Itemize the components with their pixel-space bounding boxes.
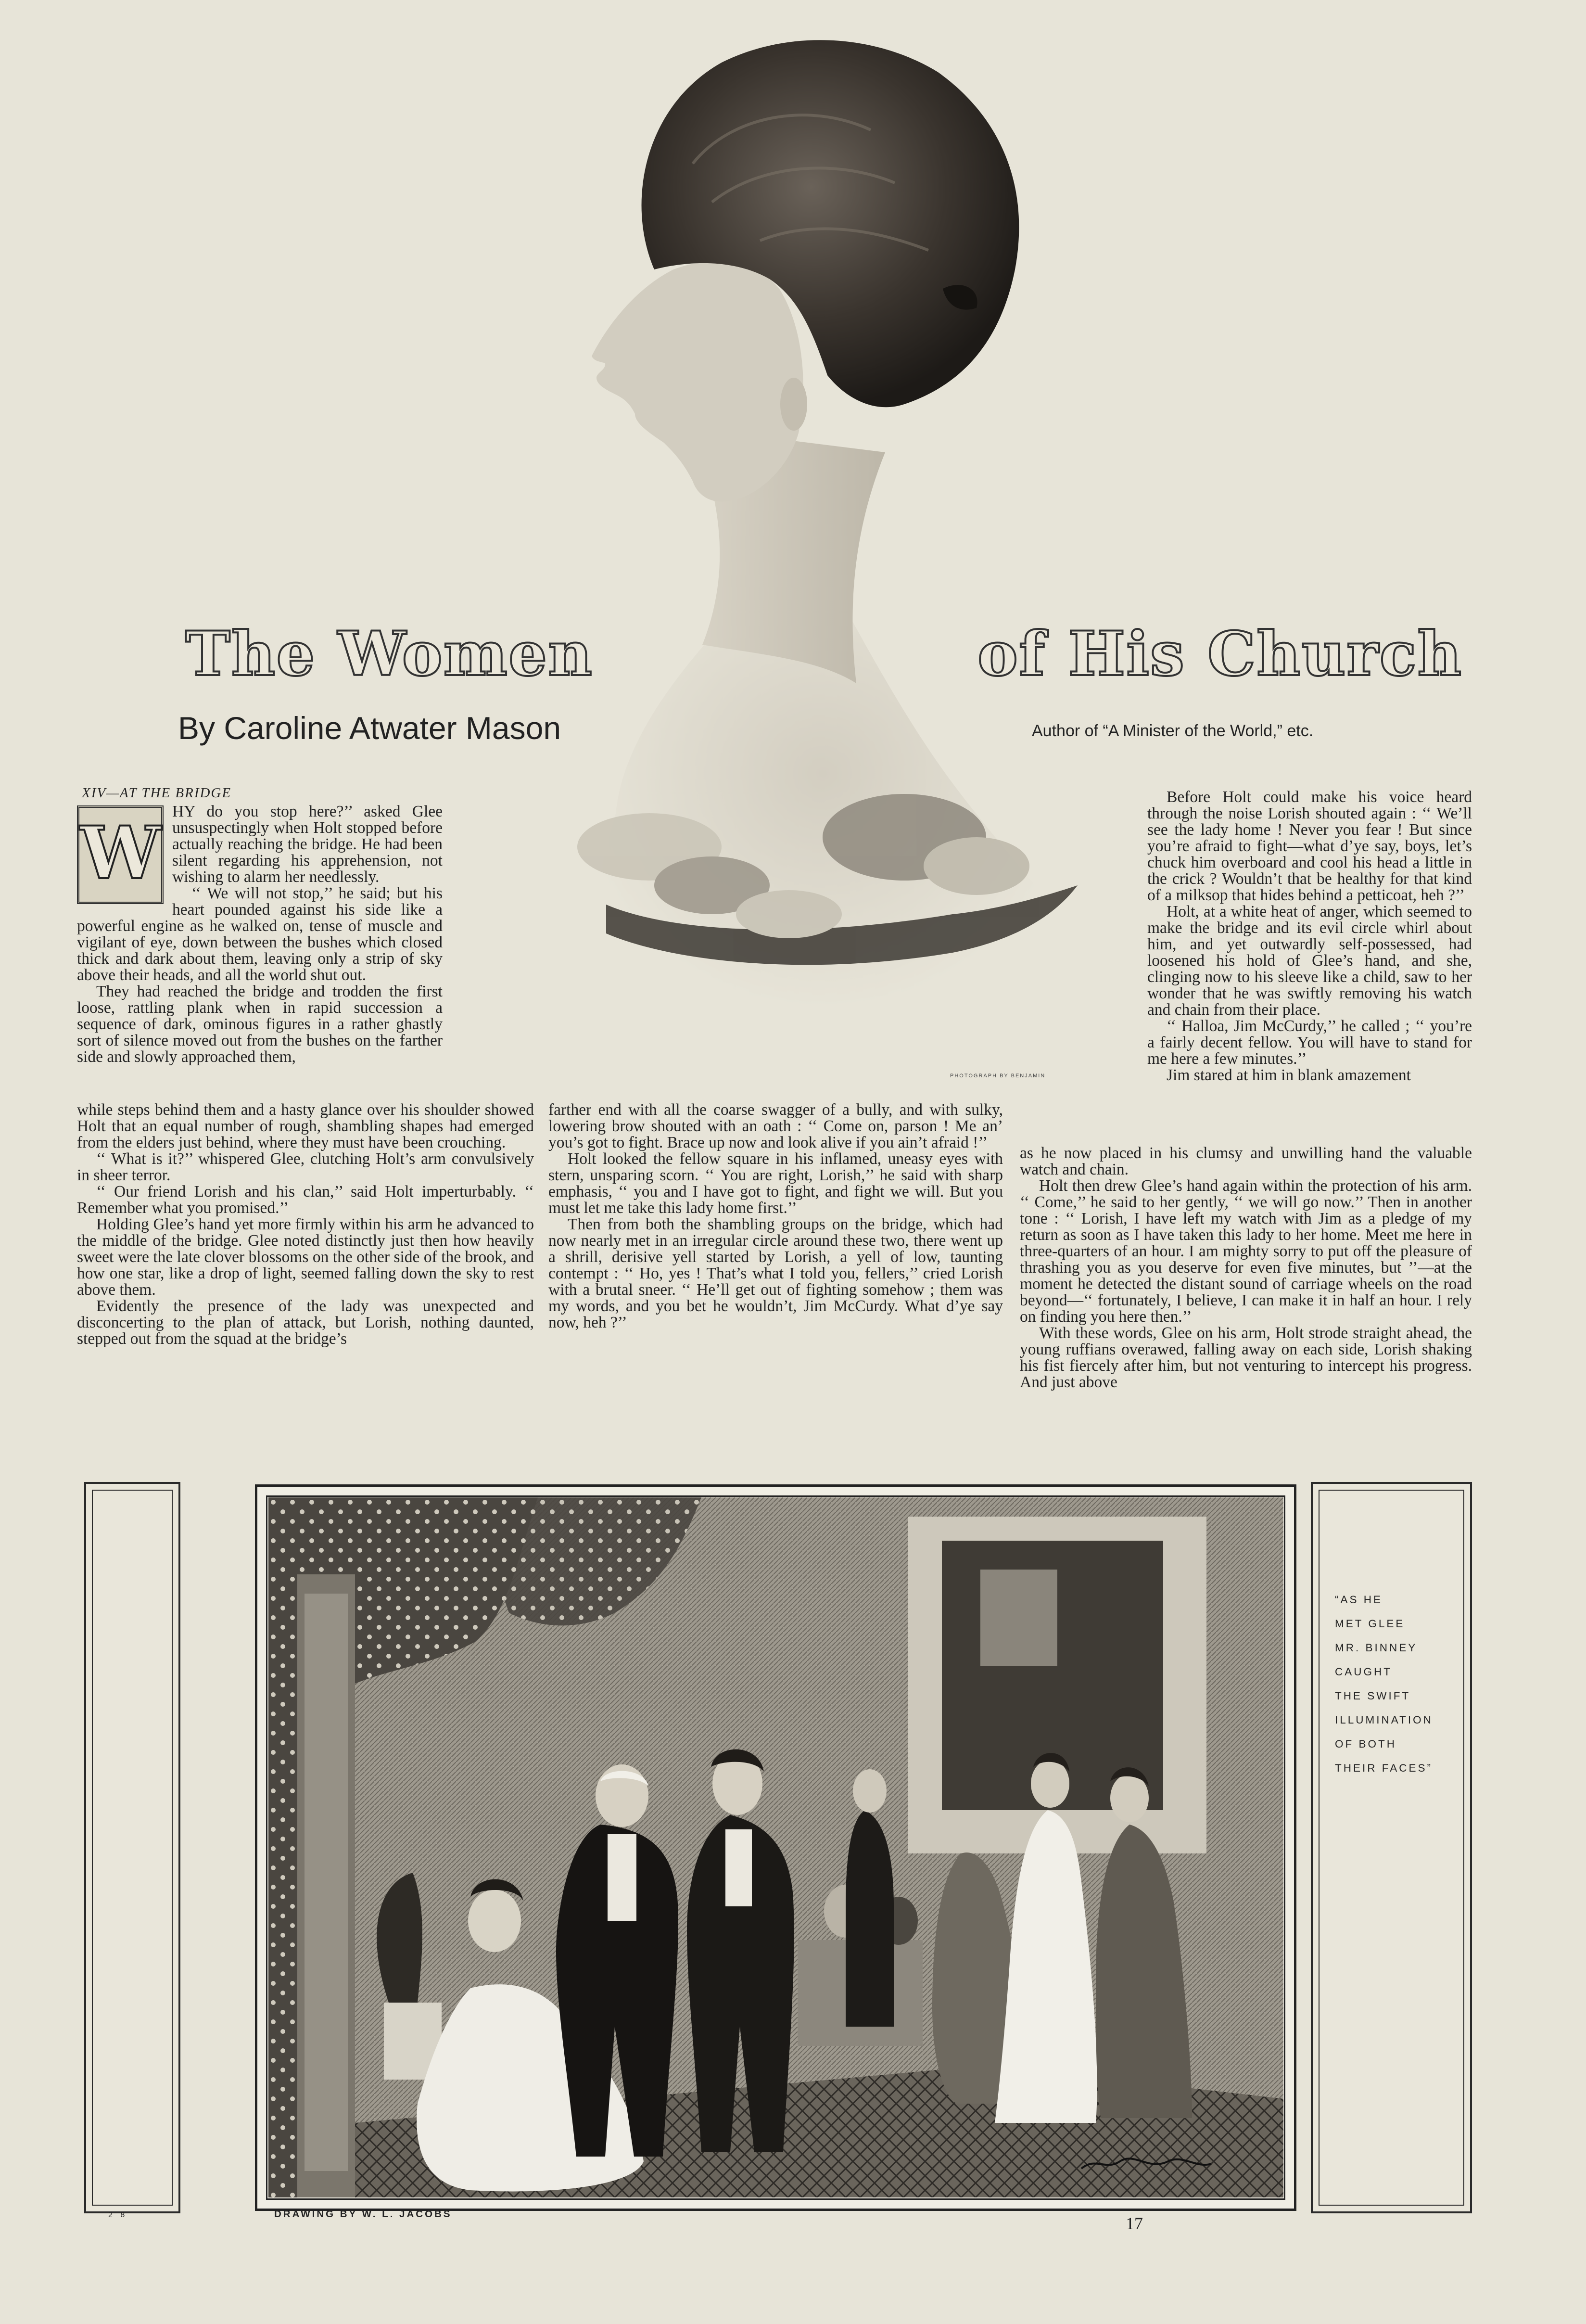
title-part-1: The Women <box>185 618 593 690</box>
author-note: Author of “A Minister of the World,” etc. <box>1032 722 1314 740</box>
dropcap <box>77 805 164 904</box>
column-right-top <box>1147 789 1472 1084</box>
paragraph: while steps behind them and a hasty glance over his shoulder showed Holt that an equal number of rough, shambling shapes had emerged from the elders just behind, where they must have been crouching. <box>77 1101 534 1151</box>
caption-line: THE SWIFT <box>1335 1690 1411 1702</box>
paragraph: HY do you stop here?’’ asked Glee unsuspectingly when Holt stopped before actually reaching the bridge. He had been silent regarding his apprehension, not wishing to alarm her needlessly. <box>172 803 443 886</box>
caption-line: MET GLEE <box>1335 1618 1405 1630</box>
caption-line: “AS HE <box>1335 1594 1383 1606</box>
paragraph: Then from both the shambling groups on the bridge, which had now nearly met in an irregular circle around these two, there went up a shrill, derisive yell started by Lorish, a yell of low, taunting contempt : ‘‘ Ho, yes ! That’s what I told you, fellers,’’ cried Lorish with a brutal sneer. ‘‘ He’ll get out of fighting somehow ; them was my words, and you bet he wouldn’t, Jim McCurdy. What d’ye say now, heh ?’’ <box>548 1215 1003 1331</box>
column-right-bottom <box>1020 1145 1472 1391</box>
portrait-photograph <box>423 19 1126 1092</box>
column-left-top <box>77 804 443 1065</box>
drawing-credit: DRAWING BY W. L. JACOBS <box>274 2209 452 2220</box>
illustration-drawing <box>268 1497 1283 2197</box>
paragraph: Holt, at a white heat of anger, which seemed to make the bridge and its evil circle whirl about him, and yet outwardly self-possessed, had loosened his hold of Glee’s hand, and she, clinging now to his sleeve like a child, saw to her wonder that he was swiftly removing his watch and chain from their place. <box>1147 903 1472 1019</box>
paragraph: Evidently the presence of the lady was unexpected and disconcerting to the plan of attack, but Lorish, nothing daunted, stepped out from the squad at the bridge’s <box>77 1297 534 1348</box>
caption-line: THEIR FACES” <box>1335 1762 1433 1774</box>
dropcap-letter: W <box>79 811 161 895</box>
column-left-bottom <box>77 1102 534 1347</box>
title-part-2: of His Church <box>977 618 1463 690</box>
section-heading: XIV—AT THE BRIDGE <box>82 785 232 801</box>
paragraph: Holding Glee’s hand yet more firmly within his arm he advanced to the middle of the bridge. Glee noted distinctly just then how heavily sweet were the late clover blossoms on the other side of the brook, and how one star, like a drop of light, seemed falling down the sky to rest above them. <box>77 1215 534 1299</box>
paragraph: as he now placed in his clumsy and unwilling hand the valuable watch and chain. <box>1020 1144 1472 1178</box>
paragraph: Holt looked the fellow square in his inflamed, uneasy eyes with stern, unsparing scorn. ‘‘ You are right, Lorish,’’ he said with sharp emphasis, ‘‘ you and I have got to fight, and fight we will. But you must let me take this lady home first.’’ <box>548 1150 1003 1217</box>
paragraph: Holt then drew Glee’s hand again within the protection of his arm. ‘‘ Come,’’ he said to her gently, ‘‘ we will go now.’’ Then in another tone : ‘‘ Lorish, I have left my watch with Jim as a pledge of my return as soon as I have taken this lady to her home. Meet me here in three-quarters of an hour. I am mighty sorry to put off the pleasure of thrashing you as you deserve for even five minutes, but ’’—at the moment he detected the distant sound of carriage wheels on the road beyond—‘‘ fortunately, I believe, I can make it in half an hour. I rely on finding you here then.’’ <box>1020 1177 1472 1326</box>
paragraph: Before Holt could make his voice heard through the noise Lorish shouted again : ‘‘ We’ll see the lady home ! Never you fear ! But since you’re afraid to fight—what d’ye say, boys, let’s chuck him overboard and cool his head a little in the crick ? Wouldn’t that be healthy for that kind of a milksop that hides behind a petticoat, heh ?’’ <box>1147 788 1472 904</box>
paragraph: ‘‘ Halloa, Jim McCurdy,’’ he called ; ‘‘ you’re a fairly decent fellow. You will have to stand for me here a few minutes.’’ <box>1147 1017 1472 1068</box>
illustration-caption <box>1335 1588 1465 1780</box>
column-middle <box>548 1102 1003 1331</box>
paragraph: With these words, Glee on his arm, Holt strode straight ahead, the young ruffians overawed, falling away on each side, Lorish shaking his fist fiercely after him, but not venturing to intercept his progress. And just above <box>1020 1324 1472 1391</box>
caption-line: ILLUMINATION <box>1335 1714 1433 1726</box>
photo-credit: PHOTOGRAPH BY BENJAMIN <box>950 1073 1046 1079</box>
byline: By Caroline Atwater Mason <box>178 710 561 746</box>
paragraph: ‘‘ What is it?’’ whispered Glee, clutching Holt’s arm convulsively in sheer terror. <box>77 1150 534 1184</box>
caption-line: OF BOTH <box>1335 1738 1396 1750</box>
paragraph: ‘‘ We will not stop,’’ he said; but his heart pounded against his side like a powerful engine as he walked on, tense of muscle and vigilant of eye, down between the bushes which closed thick and dark about them, leaving only a strip of sky above their heads, and all the world shut out. <box>77 884 443 984</box>
page-number: 17 <box>1126 2214 1143 2233</box>
paragraph: ‘‘ Our friend Lorish and his clan,’’ said Holt imperturbably. ‘‘ Remember what you promised.’’ <box>77 1183 534 1217</box>
caption-line: CAUGHT <box>1335 1666 1392 1678</box>
paragraph: farther end with all the coarse swagger of a bully, and with sulky, lowering brow shouted with an oath : ‘‘ Come on, parson ! Me an’ you’s got to fight. Brace up now and look alive if you ain’t afraid !’’ <box>548 1101 1003 1151</box>
printer-mark: 2 8 <box>108 2211 128 2219</box>
paragraph: Jim stared at him in blank amazement <box>1167 1066 1411 1084</box>
paragraph: They had reached the bridge and trodden the first loose, rattling plank when in rapid succession a sequence of dark, ominous figures in a rather ghastly sort of silence moved out from the bushes on the farther side and slowly approached them, <box>77 983 443 1066</box>
caption-line: MR. BINNEY <box>1335 1642 1418 1654</box>
decorative-side-panel-left <box>84 1482 180 2213</box>
